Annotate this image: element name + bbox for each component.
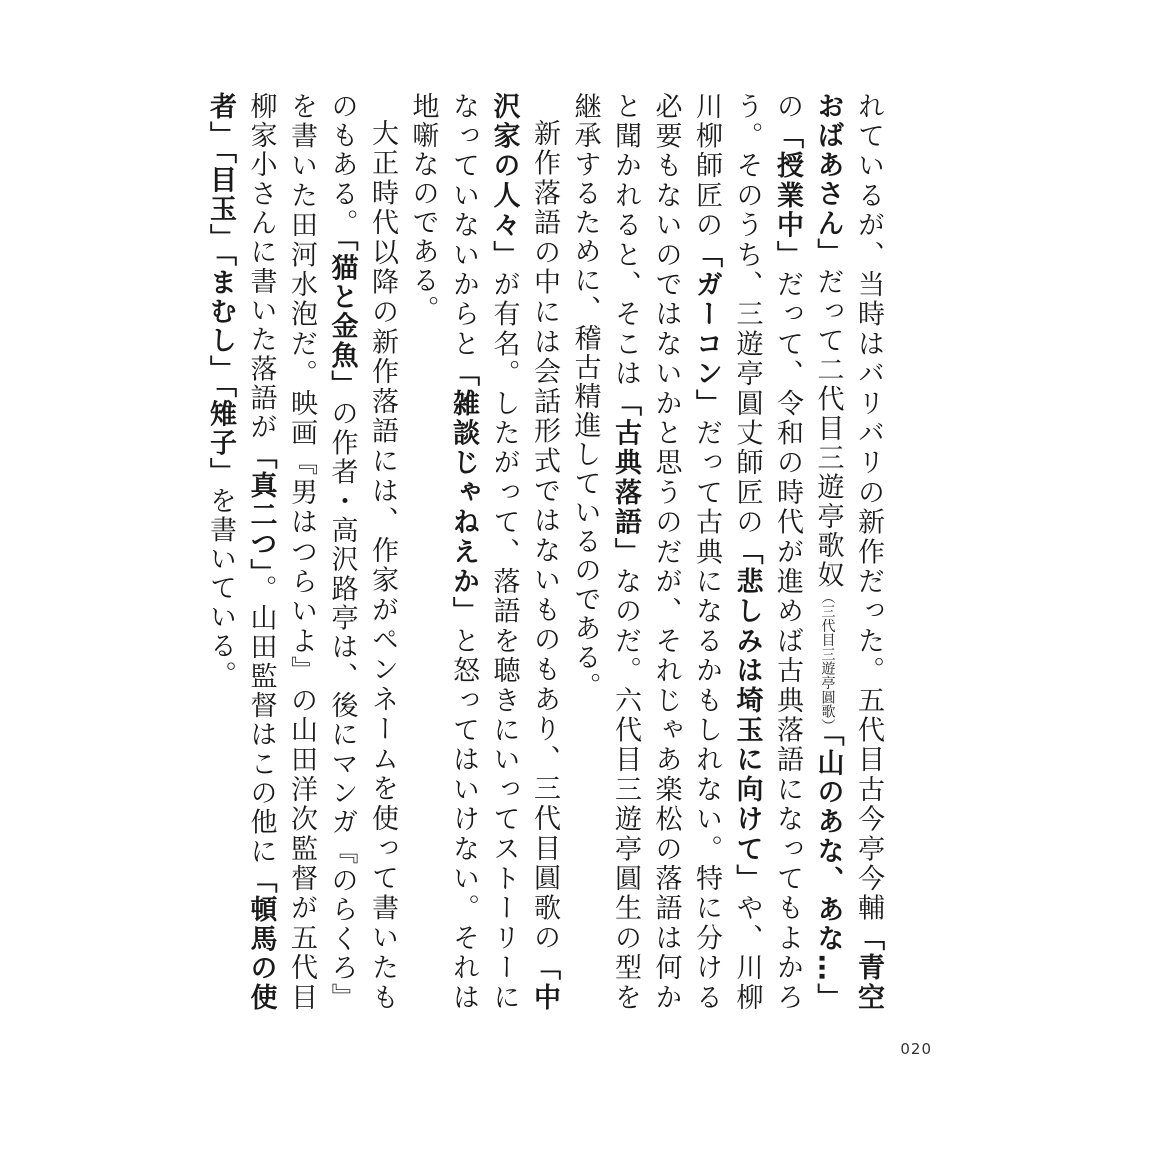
bold-title: 「ガーコン」 [691,240,722,419]
text-run: を書いている。 [205,486,236,690]
bold-title: 「目玉」 [205,150,236,253]
bold-title: 「雉子」 [205,384,236,487]
paragraph-2 [402,92,564,1012]
text-run: なのだ。六代目三遊亭圓生の型を継承するために、稽古精進しているのである。 [569,92,641,1013]
paragraph-1 [564,92,888,1012]
text-run: 新作落語の中には会話形式ではないものもあり、三代目圓歌の [529,119,560,954]
bold-title: 「授業中」 [772,121,803,271]
bold-title: 「雑談じゃねえか」 [448,359,479,627]
page-number: 020 [900,1040,932,1058]
inline-note: （三代目三遊亭圓歌） [819,589,836,733]
paragraph-3 [200,92,403,1012]
bold-title: 「悲しみは埼玉に向けて」 [731,537,763,894]
text-run: と怒ってはいけない。それは地噺なのである。 [407,92,479,1013]
text-run: だって古典になるかもしれない。特に分ける必要もないのではないかと思うのだが、それじゃあ楽松の落語は何かと聞かれると、そこは [610,92,722,1013]
bold-title: 「まむし」 [205,252,236,384]
bold-title: 「真二つ」 [245,442,277,575]
bold-title: 「猫と金魚」 [326,237,358,400]
bold-title: 「中沢家の人々」 [488,92,560,1013]
text-run: 大正時代以降の新作落語には、作家がペンネームを使って書いたものもある。 [326,92,398,1012]
bold-title: 「青空おばあさん」 [812,92,884,1013]
text-run: だって二代目三遊亭歌奴 [812,267,844,590]
text-run: れているが、当時はバリバリの新作だった。五代目古今亭今輔 [853,92,884,924]
bold-title: 「古典落語」 [610,389,641,568]
text-run: の作者・高沢路亭は、後にマンガ『のらくろ』を書いた田河水泡だ。映画『男はつらいよ』の山田洋次監督が五代目柳家小さんに書いた落語が [245,92,358,1013]
vertical-text-body [200,92,889,1012]
text-run: や、川柳川柳師匠の [691,92,763,1013]
bold-title: 「山のあな、あな…」 [812,732,844,1013]
text-run: だって、令和の時代が進めば古典落語になってもよかろう。そのうち、三遊亭圓丈師匠の [731,92,803,1013]
text-run: の [772,92,803,122]
text-run: が有名。したがって、落語を聴きにいってストーリーになっていないからと [448,92,520,1013]
text-run: 。山田監督はこの他に [245,574,277,867]
bold-title: 「頓馬の使者」 [205,92,277,1013]
